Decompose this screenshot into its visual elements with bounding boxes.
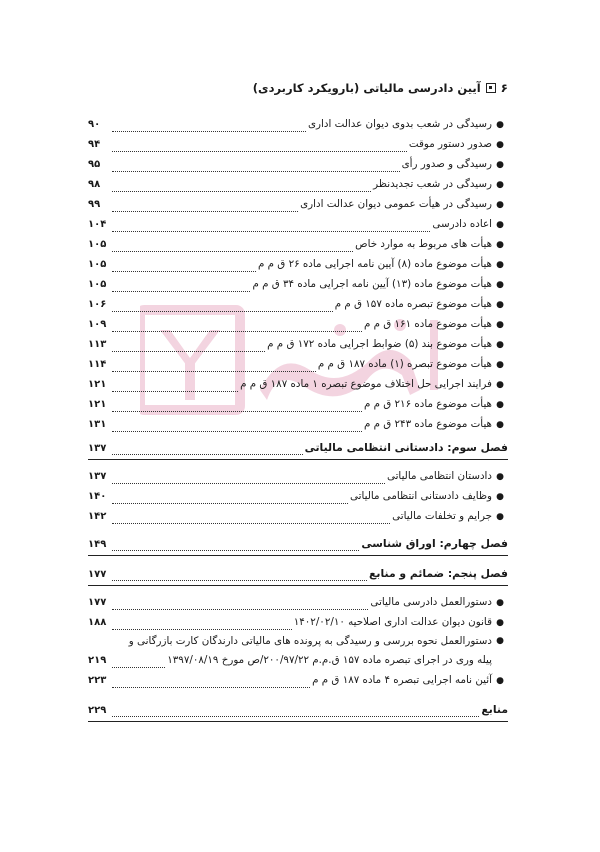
entry-label: هیأت موضوع تبصره ماده ۱۵۷ ق م م: [334, 298, 492, 310]
bullet-icon: ●: [496, 360, 504, 370]
entry-label: قانون دیوان عدالت اداری اصلاحیه ۱۴۰۲/۰۲/۱۰: [293, 616, 492, 628]
chapter-heading[interactable]: فصل پنجم: ضمائم و منابع ۱۷۷: [88, 562, 508, 586]
entry-page: ۱۷۷: [88, 597, 107, 608]
bullet-icon: ●: [496, 220, 504, 230]
bullet-icon: ●: [496, 160, 504, 170]
toc-entry[interactable]: [88, 354, 508, 374]
entry-page: ۹۵: [88, 159, 101, 170]
toc-entry[interactable]: [88, 394, 508, 414]
entry-page: ۱۲۱: [88, 399, 107, 410]
entry-label: آئین نامه اجرایی تبصره ۴ ماده ۱۸۷ ق م م: [312, 674, 492, 686]
entry-page: ۲۱۹: [88, 655, 107, 666]
entry-page: ۱۰۶: [88, 299, 107, 310]
entry-label: دادستان انتظامی مالیاتی: [386, 470, 492, 482]
toc-entry[interactable]: [88, 486, 508, 506]
toc-entry[interactable]: [88, 194, 508, 214]
entry-page: ۱۰۹: [88, 319, 107, 330]
toc-entry[interactable]: [88, 612, 508, 632]
bullet-icon: ●: [496, 400, 504, 410]
entry-page: ۱۰۵: [88, 279, 107, 290]
toc-entry[interactable]: [88, 632, 508, 670]
entry-label: اعاده دادرسی: [432, 218, 492, 230]
bullet-icon: ●: [496, 140, 504, 150]
bullet-icon: ●: [496, 300, 504, 310]
entry-label: دستورالعمل دادرسی مالیاتی: [370, 596, 492, 608]
entry-page: ۱۰۴: [88, 219, 107, 230]
entry-page: ۹۸: [88, 179, 101, 190]
entry-page: ۱۴۲: [88, 511, 107, 522]
entry-page: ۱۳۱: [88, 419, 107, 430]
bullet-icon: ●: [496, 636, 504, 646]
entry-label: هیأت موضوع ماده ۲۱۶ ق م م: [363, 398, 492, 410]
bullet-icon: ●: [496, 676, 504, 686]
toc-entry[interactable]: [88, 154, 508, 174]
entry-page: ۱۳۷: [88, 471, 107, 482]
toc-entry[interactable]: [88, 134, 508, 154]
bullet-icon: ●: [496, 598, 504, 608]
entry-label: فرایند اجرایی حل اختلاف موضوع تبصره ۱ ماده ۱۸۷ ق م م: [240, 378, 492, 390]
toc-entry[interactable]: [88, 174, 508, 194]
toc-entry[interactable]: [88, 254, 508, 274]
bullet-icon: ●: [496, 260, 504, 270]
page-number: ۶: [500, 81, 508, 95]
entry-label: هیأت موضوع تبصره (۱) ماده ۱۸۷ ق م م: [317, 358, 492, 370]
bullet-icon: ●: [496, 340, 504, 350]
square-ornament-icon: [486, 83, 496, 93]
toc-entry[interactable]: [88, 466, 508, 486]
sources-heading[interactable]: منابع ۲۲۹: [88, 698, 508, 722]
entry-label-line2: پیله وری در اجرای تبصره ماده ۱۵۷ ق.م.م ۲۰۰/۹۷/۲۲/ص مورخ ۱۳۹۷/۰۸/۱۹: [167, 654, 492, 666]
bullet-icon: ●: [496, 240, 504, 250]
entry-page: ۱۱۴: [88, 359, 107, 370]
bullet-icon: ●: [496, 180, 504, 190]
bullet-icon: ●: [496, 280, 504, 290]
entry-label: رسیدگی در شعب تجدیدنظر: [373, 178, 492, 190]
book-title: آیین دادرسی مالیاتی (بارویکرد کاربردی): [252, 81, 481, 95]
bullet-icon: ●: [496, 512, 504, 522]
chapter-heading[interactable]: فصل سوم: دادستانی انتظامی مالیاتی ۱۳۷: [88, 436, 508, 460]
entry-label: رسیدگی در شعب بدوی دیوان عدالت اداری: [308, 118, 492, 130]
entry-label-line1: دستورالعمل نحوه بررسی و رسیدگی به پرونده های مالیاتی دارندگان کارت بازرگانی و: [128, 635, 492, 647]
entry-label: هیأت موضوع بند (۵) ضوابط اجرایی ماده ۱۷۲ ق م م: [267, 338, 492, 350]
bullet-icon: ●: [496, 618, 504, 628]
toc-entry[interactable]: [88, 234, 508, 254]
entry-page: ۹۹: [88, 199, 101, 210]
toc-entry[interactable]: [88, 374, 508, 394]
toc-entry[interactable]: [88, 274, 508, 294]
toc-entry[interactable]: [88, 506, 508, 526]
entry-page: ۱۱۳: [88, 339, 107, 350]
entry-page: ۱۲۱: [88, 379, 107, 390]
bullet-icon: ●: [496, 200, 504, 210]
toc-entry[interactable]: [88, 414, 508, 434]
page-header: [92, 78, 508, 98]
entry-label: هیأت موضوع ماده ۲۴۳ ق م م: [363, 418, 492, 430]
entry-page: ۱۰۵: [88, 239, 107, 250]
entry-page: ۲۲۳: [88, 675, 107, 686]
entry-page: ۹۰: [88, 119, 101, 130]
entry-label: هیأت موضوع ماده ۱۶۱ ق م م: [363, 318, 492, 330]
entry-label: جرایم و تخلفات مالیاتی: [392, 510, 492, 522]
entry-label: صدور دستور موقت: [408, 138, 492, 150]
toc-entry[interactable]: [88, 334, 508, 354]
toc-entry[interactable]: [88, 214, 508, 234]
chapter-heading[interactable]: فصل چهارم: اوراق شناسی ۱۴۹: [88, 532, 508, 556]
bullet-icon: ●: [496, 472, 504, 482]
toc-entry[interactable]: [88, 294, 508, 314]
entry-page: ۱۴۰: [88, 491, 107, 502]
entry-label: وظایف دادستانی انتظامی مالیاتی: [350, 490, 492, 502]
entry-label: هیأت های مربوط به موارد خاص: [355, 238, 492, 250]
bullet-icon: ●: [496, 120, 504, 130]
entry-page: ۱۸۸: [88, 617, 107, 628]
entry-page: ۱۰۵: [88, 259, 107, 270]
entry-label: هیأت موضوع ماده (۸) آیین نامه اجرایی ماده ۲۶ ق م م: [258, 258, 492, 270]
entry-label: رسیدگی و صدور رأی: [401, 158, 492, 170]
bullet-icon: ●: [496, 492, 504, 502]
bullet-icon: ●: [496, 420, 504, 430]
entry-label: رسیدگی در هیأت عمومی دیوان عدالت اداری: [300, 198, 492, 210]
table-of-contents: [88, 114, 508, 728]
toc-entry[interactable]: [88, 592, 508, 612]
bullet-icon: ●: [496, 380, 504, 390]
toc-entry[interactable]: [88, 114, 508, 134]
bullet-icon: ●: [496, 320, 504, 330]
entry-label: هیأت موضوع ماده (۱۳) آیین نامه اجرایی ماده ۳۴ ق م م: [252, 278, 492, 290]
toc-entry[interactable]: [88, 670, 508, 690]
entry-page: ۹۴: [88, 139, 101, 150]
toc-entry[interactable]: [88, 314, 508, 334]
